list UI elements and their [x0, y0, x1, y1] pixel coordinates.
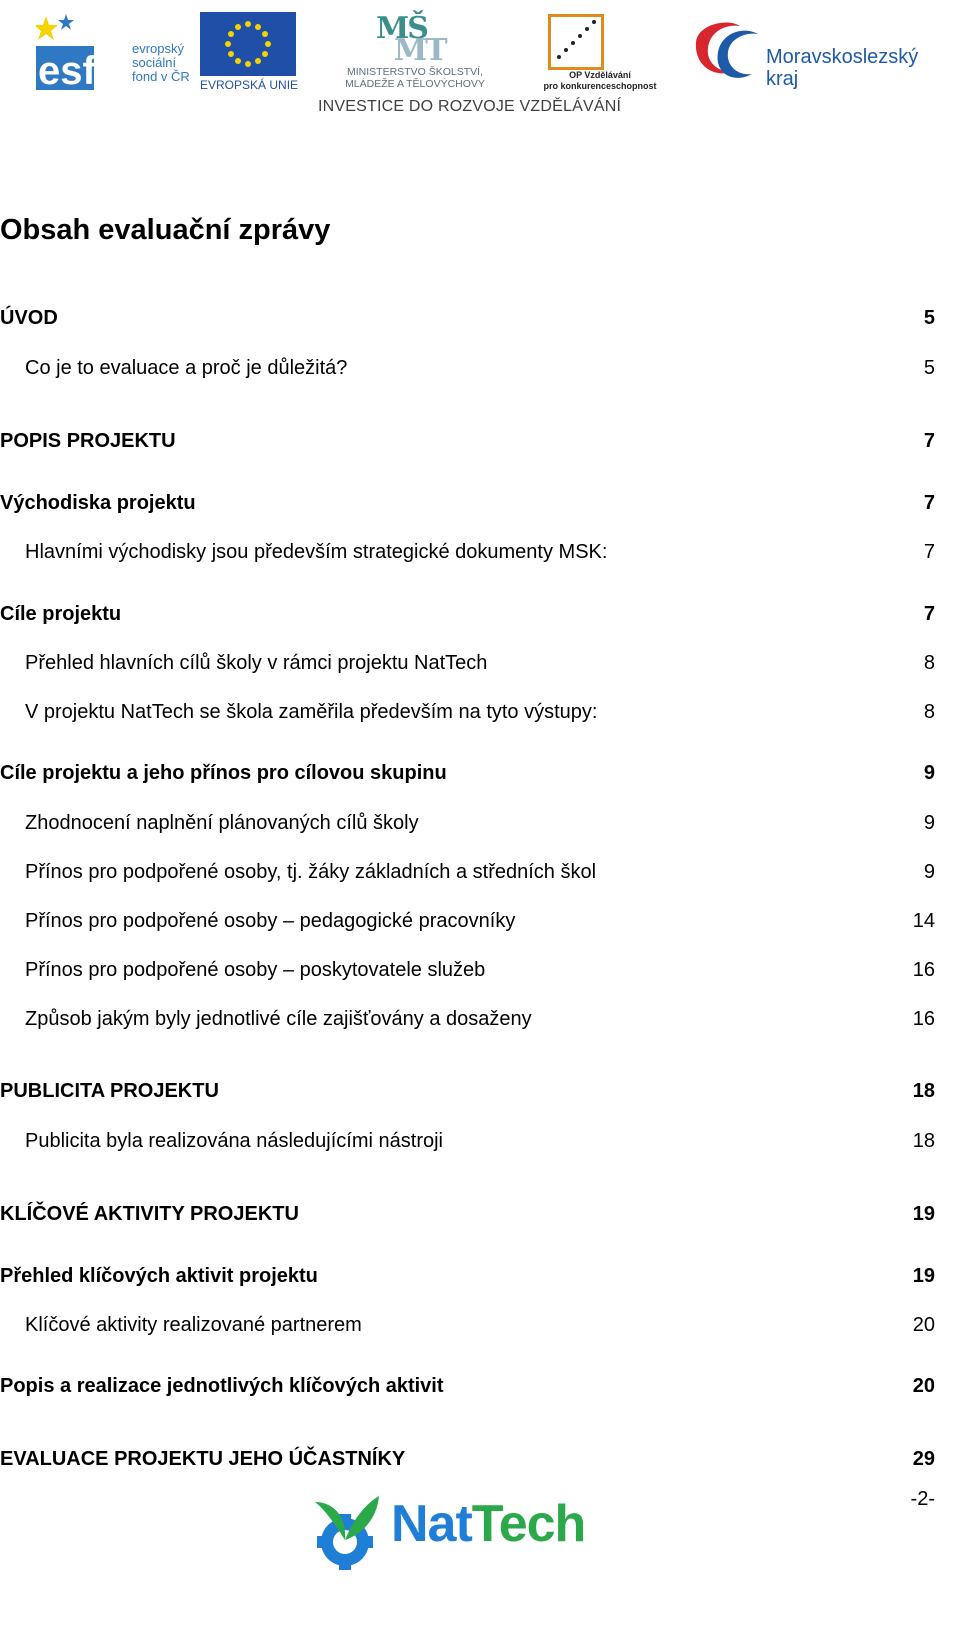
toc-page: 9 [923, 811, 935, 834]
header-logo-bar [0, 0, 960, 135]
toc-page: 29 [912, 1447, 935, 1470]
msk-emblem-icon [688, 12, 764, 88]
toc-label: Cíle projektu [0, 602, 122, 625]
toc-entry[interactable] [0, 1371, 935, 1401]
esf-line-1: evropský [132, 41, 185, 56]
document-title: Obsah evaluační zprávy [0, 214, 331, 246]
toc-page: 20 [912, 1313, 935, 1336]
toc-entry[interactable] [0, 1261, 935, 1291]
toc-label: Publicita byla realizována následujícími nástroji [25, 1129, 443, 1152]
msmt-text [330, 66, 500, 90]
msk-line-2: kraj [766, 68, 799, 90]
msmt-mark-icon [376, 10, 456, 73]
nattech-wordmark-nat: Nat [391, 1495, 472, 1553]
toc-label: Cíle projektu a jeho přínos pro cílovou skupinu [0, 761, 447, 784]
toc-entry[interactable] [0, 758, 935, 788]
toc-page: 9 [923, 761, 935, 784]
svg-text:MT: MT [394, 33, 446, 62]
toc-entry[interactable] [0, 1199, 935, 1229]
toc-entry[interactable] [0, 648, 935, 678]
toc-label: Přínos pro podpořené osoby, tj. žáky základních a středních škol [25, 860, 597, 883]
toc-page: 20 [912, 1374, 935, 1397]
toc-page: 18 [912, 1129, 935, 1152]
toc-page: 7 [923, 491, 935, 514]
op-vk-logo [540, 10, 660, 92]
toc-entry[interactable] [0, 697, 935, 727]
toc-label: POPIS PROJEKTU [0, 429, 176, 452]
toc-entry[interactable] [0, 599, 935, 629]
op-vk-mark-icon [548, 14, 604, 70]
toc-label: ÚVOD [0, 306, 58, 329]
toc-page: 19 [912, 1264, 935, 1287]
esf-line-2: sociální [132, 55, 177, 70]
toc-label: Hlavními východisky jsou především strategické dokumenty MSK: [25, 540, 608, 563]
toc-page: 16 [912, 1007, 935, 1030]
op-line-1: OP Vzdělávání [569, 70, 631, 80]
esf-text [132, 42, 190, 84]
msk-logo [688, 12, 928, 88]
nattech-logo [305, 1490, 605, 1570]
eu-flag-icon [200, 12, 296, 76]
esf-mark-icon [36, 12, 96, 92]
toc-label: KLÍČOVÉ AKTIVITY PROJEKTU [0, 1202, 299, 1225]
svg-text:esf: esf [38, 49, 96, 92]
esf-logo [36, 12, 194, 92]
op-vk-text [540, 70, 660, 92]
msmt-logo [330, 10, 500, 92]
toc-page: 7 [923, 540, 935, 563]
toc-label: V projektu NatTech se škola zaměřila především na tyto výstupy: [25, 700, 598, 723]
tagline: INVESTICE DO ROZVOJE VZDĚLÁVÁNÍ [318, 98, 622, 115]
toc-entry[interactable] [0, 1076, 935, 1106]
toc-page: 7 [923, 602, 935, 625]
toc-label: Přehled hlavních cílů školy v rámci projektu NatTech [25, 651, 488, 674]
toc-label: Přehled klíčových aktivit projektu [0, 1264, 318, 1287]
toc-entry[interactable] [0, 303, 935, 333]
toc-page: 8 [923, 651, 935, 674]
toc-entry[interactable] [0, 537, 935, 567]
toc-label: Popis a realizace jednotlivých klíčových aktivit [0, 1374, 444, 1397]
msmt-line-1: MINISTERSTVO ŠKOLSTVÍ, [347, 66, 483, 78]
toc-entry[interactable] [0, 906, 935, 936]
nattech-gear-leaf-icon [305, 1490, 389, 1570]
nattech-wordmark [391, 1494, 585, 1554]
toc-label: Přínos pro podpořené osoby – poskytovatele služeb [25, 958, 486, 981]
msmt-line-2: MLÁDEŽE A TĚLOVÝCHOVY [345, 78, 485, 90]
toc-page: 5 [923, 306, 935, 329]
toc-label: Způsob jakým byly jednotlivé cíle zajišťovány a dosaženy [25, 1007, 532, 1030]
toc-page: 18 [912, 1079, 935, 1102]
toc-label: Přínos pro podpořené osoby – pedagogické pracovníky [25, 909, 516, 932]
toc-entry[interactable] [0, 955, 935, 985]
msk-line-1: Moravskoslezský [766, 46, 919, 68]
toc-page: 16 [912, 958, 935, 981]
toc-page: 8 [923, 700, 935, 723]
page-number: -2- [910, 1488, 935, 1510]
toc-page: 9 [923, 860, 935, 883]
toc-entry[interactable] [0, 1444, 935, 1474]
op-line-2: pro konkurenceschopnost [543, 81, 657, 91]
toc-entry[interactable] [0, 808, 935, 838]
toc-label: Klíčové aktivity realizované partnerem [25, 1313, 362, 1336]
eu-logo [200, 12, 298, 92]
toc-entry[interactable] [0, 1126, 935, 1156]
nattech-wordmark-tech: Tech [471, 1495, 586, 1553]
eu-label: EVROPSKÁ UNIE [200, 78, 299, 92]
msk-text [766, 46, 918, 90]
toc-label: Východiska projektu [0, 491, 196, 514]
toc-entry[interactable] [0, 426, 935, 456]
toc-entry[interactable] [0, 857, 935, 887]
toc-label: Co je to evaluace a proč je důležitá? [25, 356, 348, 379]
esf-line-3: fond v ČR [132, 69, 190, 84]
toc-page: 7 [923, 429, 935, 452]
toc-entry[interactable] [0, 1004, 935, 1034]
toc-entry[interactable] [0, 1310, 935, 1340]
toc-page: 14 [912, 909, 935, 932]
svg-text:MŠ: MŠ [376, 11, 427, 46]
toc-entry[interactable] [0, 353, 935, 383]
toc-label: PUBLICITA PROJEKTU [0, 1079, 219, 1102]
toc-page: 5 [923, 356, 935, 379]
toc-label: EVALUACE PROJEKTU JEHO ÚČASTNÍKY [0, 1447, 406, 1470]
toc-entry[interactable] [0, 488, 935, 518]
toc-label: Zhodnocení naplnění plánovaných cílů školy [25, 811, 419, 834]
toc-page: 19 [912, 1202, 935, 1225]
